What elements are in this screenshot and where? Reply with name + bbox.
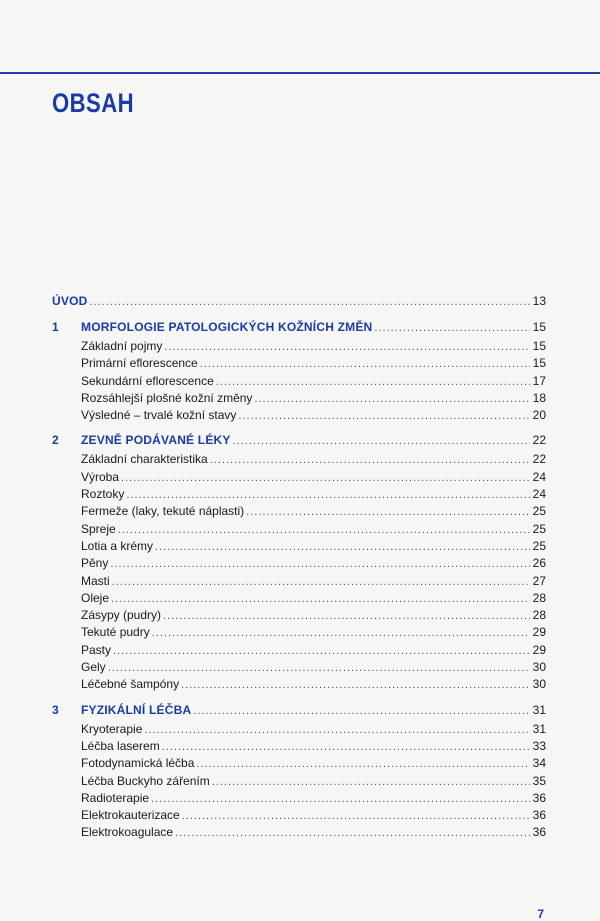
toc-page-number: 17 (532, 373, 546, 388)
toc-entry-label: Léčebné šampóny (81, 677, 180, 692)
toc-entry-label: Sekundární eflorescence (81, 373, 214, 388)
toc-entry-label: Kryoterapie (81, 721, 143, 736)
toc-page-number: 24 (532, 469, 546, 484)
toc-entry-label: Fotodynamická léčba (81, 756, 195, 771)
toc-page-number: 24 (532, 487, 546, 502)
dot-leader (118, 522, 530, 538)
toc-entry[interactable] (52, 407, 546, 424)
dot-leader (374, 318, 530, 338)
toc-page-number: 22 (532, 433, 546, 448)
dot-leader (181, 677, 530, 693)
toc-entry[interactable] (52, 469, 546, 486)
dot-leader (216, 374, 530, 390)
toc-chapter-number: 3 (52, 702, 59, 717)
dot-leader (111, 591, 530, 607)
toc-entry-label: Gely (81, 660, 106, 675)
toc-page-number: 15 (532, 356, 546, 371)
toc-entry[interactable] (52, 607, 546, 624)
toc-entry-label: Tekuté pudry (81, 625, 150, 640)
toc-entry[interactable] (52, 624, 546, 641)
toc-entry[interactable] (52, 538, 546, 555)
dot-leader (121, 470, 530, 486)
toc-page-number: 35 (532, 773, 546, 788)
toc-entry-label: Lotia a krémy (81, 538, 154, 553)
dot-leader (112, 574, 530, 590)
toc-page-number: 25 (532, 538, 546, 553)
toc-page-number: 30 (532, 677, 546, 692)
dot-leader (210, 452, 530, 468)
dot-leader (233, 431, 530, 451)
toc-entry[interactable] (52, 503, 546, 520)
toc-entry[interactable] (52, 390, 546, 407)
toc-entry[interactable] (52, 355, 546, 372)
toc-chapter-number: 2 (52, 433, 59, 448)
toc-entry[interactable] (52, 642, 546, 659)
dot-leader (196, 756, 530, 772)
toc-entry[interactable] (52, 676, 546, 693)
toc-entry-label: ÚVOD (52, 294, 88, 308)
toc-page-number: 36 (532, 808, 546, 823)
toc-entry[interactable] (52, 573, 546, 590)
toc-chapter-heading[interactable] (52, 700, 546, 721)
toc-entry[interactable] (52, 555, 546, 572)
toc-page-number: 20 (532, 408, 546, 423)
dot-leader (212, 774, 530, 790)
dot-leader (175, 825, 530, 841)
toc-page-number: 27 (532, 573, 546, 588)
toc-page-number: 15 (532, 320, 546, 334)
toc-entry-label: Pasty (81, 642, 112, 657)
toc-entry-label: Léčba laserem (81, 738, 160, 753)
toc-entry-label: Elektrokoagulace (81, 825, 174, 840)
toc-page-number: 36 (532, 825, 546, 840)
toc-intro (52, 292, 546, 311)
toc-entry-label: Oleje (81, 590, 110, 605)
toc-entry[interactable] (52, 486, 546, 503)
toc-entry[interactable] (52, 755, 546, 772)
toc-page-number: 29 (532, 642, 546, 657)
dot-leader (182, 808, 530, 824)
toc-chapter-title: MORFOLOGIE PATOLOGICKÝCH KOŽNÍCH ZMĚN (81, 320, 373, 334)
dot-leader (200, 356, 530, 372)
dot-leader (113, 643, 530, 659)
dot-leader (254, 391, 530, 407)
toc-entry[interactable] (52, 807, 546, 824)
toc-chapters (52, 317, 546, 842)
dot-leader (238, 408, 530, 424)
toc-page-number: 22 (532, 452, 546, 467)
toc-page-number: 33 (532, 738, 546, 753)
toc-entry-label: Zásypy (pudry) (81, 608, 162, 623)
dot-leader (163, 608, 530, 624)
toc-chapter-title: ZEVNĚ PODÁVANÉ LÉKY (81, 433, 231, 448)
toc-page-number: 30 (532, 660, 546, 675)
toc-page-number: 25 (532, 521, 546, 536)
table-of-contents (52, 292, 546, 842)
toc-entry-label: Výsledné – trvalé kožní stavy (81, 408, 237, 423)
toc-entry-label: Roztoky (81, 487, 125, 502)
dot-leader (108, 660, 530, 676)
toc-page-number: 28 (532, 608, 546, 623)
dot-leader (155, 539, 530, 555)
toc-entry[interactable] (52, 721, 546, 738)
dot-leader (89, 293, 530, 311)
toc-entry-label: Rozsáhlejší plošné kožní změny (81, 390, 253, 405)
page-folio: 7 (537, 907, 544, 921)
dot-leader (193, 701, 530, 721)
toc-entry-label: Léčba Buckyho zářením (81, 773, 210, 788)
dot-leader (164, 339, 530, 355)
toc-entry[interactable] (52, 773, 546, 790)
toc-page-number: 28 (532, 590, 546, 605)
toc-page-number: 29 (532, 625, 546, 640)
toc-page-number: 36 (532, 790, 546, 805)
toc-chapter (52, 317, 546, 424)
toc-entry[interactable] (52, 590, 546, 607)
toc-chapter-heading[interactable] (52, 430, 546, 451)
toc-entry[interactable] (52, 824, 546, 841)
toc-entry-label: Primární eflorescence (81, 356, 198, 371)
toc-entry-label: Masti (81, 573, 110, 588)
toc-entry-label: Elektrokauterizace (81, 808, 180, 823)
dot-leader (126, 487, 530, 503)
toc-entry[interactable] (52, 338, 546, 355)
toc-entry-label: Fermeže (laky, tekuté náplasti) (81, 504, 245, 519)
dot-leader (152, 625, 530, 641)
dot-leader (110, 556, 530, 572)
top-rule (0, 72, 600, 74)
toc-page-number: 34 (532, 756, 546, 771)
toc-entry[interactable] (52, 521, 546, 538)
toc-chapter-heading[interactable] (52, 317, 546, 338)
toc-entry-label: Výroba (81, 469, 120, 484)
toc-page-number: 15 (532, 339, 546, 353)
toc-page-number: 18 (532, 390, 546, 405)
toc-entry-label: Základní charakteristika (81, 452, 208, 467)
toc-page-number: 26 (532, 556, 546, 571)
page-title: OBSAH (52, 88, 135, 118)
toc-entry-label: Spreje (81, 521, 116, 536)
toc-page-number: 25 (532, 504, 546, 519)
toc-page-number: 31 (532, 702, 546, 717)
toc-entry-label: Radioterapie (81, 790, 150, 805)
dot-leader (144, 722, 530, 738)
toc-entry[interactable] (52, 738, 546, 755)
toc-chapter-title: FYZIKÁLNÍ LÉČBA (81, 702, 192, 717)
toc-entry-label: Základní pojmy (81, 339, 163, 353)
dot-leader (246, 504, 530, 520)
dot-leader (162, 739, 530, 755)
toc-entry[interactable] (52, 373, 546, 390)
dot-leader (151, 791, 530, 807)
toc-page-number: 13 (532, 294, 546, 308)
toc-entry[interactable] (52, 451, 546, 468)
toc-entry-intro[interactable] (52, 292, 546, 311)
toc-chapter-number: 1 (52, 320, 59, 334)
toc-entry[interactable] (52, 790, 546, 807)
toc-page-number: 31 (532, 721, 546, 736)
toc-chapter (52, 700, 546, 842)
toc-chapter (52, 430, 546, 693)
toc-entry-label: Pěny (81, 556, 109, 571)
toc-entry[interactable] (52, 659, 546, 676)
